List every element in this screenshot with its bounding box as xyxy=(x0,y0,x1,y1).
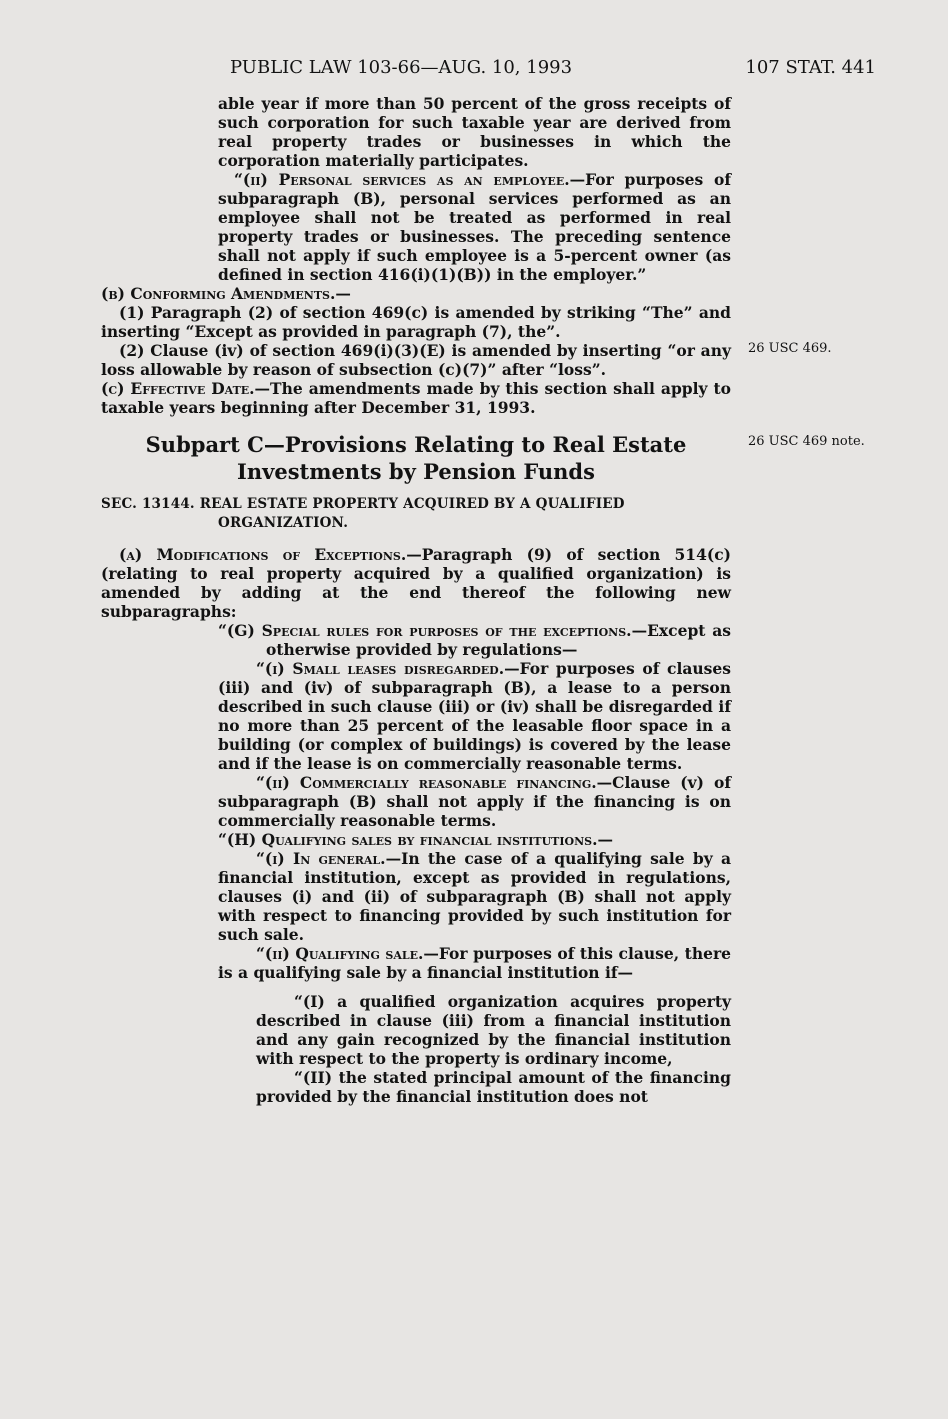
heading-special-rules: “(G) Special rules for purposes of the exceptions. xyxy=(218,621,632,640)
text-in-general: —In the case of a qualifying sale by a financial institution, except as provided in regulations, clauses (i) and (ii) of subparagraph (B) shall not apply with respect to financing provided by such institution for such sale. xyxy=(218,849,731,944)
paragraph-small-leases xyxy=(101,659,731,773)
paragraph-qualifying-sales xyxy=(101,830,731,849)
paragraph-personal-services xyxy=(101,170,731,284)
header-citation: PUBLIC LAW 103-66—AUG. 10, 1993 xyxy=(230,57,573,78)
page-header xyxy=(100,57,876,83)
heading-effective-date: (c) Effective Date. xyxy=(101,379,255,398)
heading-modifications: (a) Modifications of Exceptions. xyxy=(119,545,407,564)
text-conforming-amendments: — xyxy=(335,284,351,303)
paragraph-subclause-I: “(I) a qualified organization acquires property described in clause (iii) from a financial institution and any gain recognized by the financial institution with respect to the property is ordinary income, xyxy=(256,992,731,1068)
section-heading-line1: SEC. 13144. REAL ESTATE PROPERTY ACQUIRED BY A QUALIFIED xyxy=(101,496,625,512)
paragraph-subclause-II: “(II) the stated principal amount of the financing provided by the financial institution does not xyxy=(256,1068,731,1106)
text-qualifying-sale: —For purposes of this clause, there is a qualifying sale by a financial institution if— xyxy=(218,944,731,982)
paragraph-in-general xyxy=(101,849,731,944)
paragraph-special-rules xyxy=(101,621,731,659)
document-body xyxy=(101,94,731,1106)
text-effective-date: —The amendments made by this section shall apply to taxable years beginning after December 31, 1993. xyxy=(101,379,731,417)
subpart-title-line2: Investments by Pension Funds xyxy=(237,459,595,484)
section-heading-line2: ORGANIZATION. xyxy=(218,515,349,531)
text-qualifying-sales: — xyxy=(597,830,613,849)
text-commercial-financing: —Clause (v) of subparagraph (B) shall not apply if the financing is on commercially reasonable terms. xyxy=(218,773,731,830)
paragraph-continuation: able year if more than 50 percent of the gross receipts of such corporation for such taxable year are derived from real property trades or businesses in which the corporation materially participates. xyxy=(218,94,731,170)
heading-commercial-financing: “(ii) Commercially reasonable financing. xyxy=(256,773,597,792)
text-personal-services: —For purposes of subparagraph (B), personal services performed as an employee shall not be treated as performed in real property trades or businesses. The preceding sentence shall not apply if such employee is a 5-percent owner (as defined in section 416(i)(1)(B)) in the employer.” xyxy=(218,170,731,284)
paragraph-conforming-amendments xyxy=(101,284,731,303)
margin-note-usc469-note: 26 USC 469 note. xyxy=(748,434,865,449)
heading-small-leases: “(i) Small leases disregarded. xyxy=(256,659,505,678)
text-special-rules: —Except as otherwise provided by regulations— xyxy=(266,621,731,659)
margin-note-usc469: 26 USC 469. xyxy=(748,341,832,356)
heading-qualifying-sale: “(ii) Qualifying sale. xyxy=(256,944,424,963)
text-modifications: —Paragraph (9) of section 514(c) (relating to real property acquired by a qualified organization) is amended by adding at the end thereof the following new subparagraphs: xyxy=(101,545,731,621)
paragraph-effective-date xyxy=(101,379,731,417)
heading-qualifying-sales: “(H) Qualifying sales by financial institutions. xyxy=(218,830,598,849)
heading-in-general: “(i) In general. xyxy=(256,849,386,868)
subpart-title-line1: Subpart C—Provisions Relating to Real Estate xyxy=(145,432,687,457)
section-heading xyxy=(101,495,731,533)
heading-personal-services: “(ii) Personal services as an employee. xyxy=(234,170,570,189)
paragraph-qualifying-sale xyxy=(101,944,731,982)
subpart-title xyxy=(101,431,731,485)
paragraph-modifications xyxy=(101,545,731,621)
paragraph-commercial-financing xyxy=(101,773,731,830)
text-small-leases: —For purposes of clauses (iii) and (iv) of subparagraph (B), a lease to a person described in such clause (iii) or (iv) shall be disregarded if no more than 25 percent of the leasable floor space in a building (or complex of buildings) is covered by the lease and if the lease is on commercially reasonable terms. xyxy=(218,659,731,773)
header-stat-page: 107 STAT. 441 xyxy=(745,57,876,78)
paragraph-amendment-2: (2) Clause (iv) of section 469(i)(3)(E) is amended by inserting “or any loss allowable by reason of subsection (c)(7)” after “loss”. xyxy=(101,341,731,379)
paragraph-amendment-1: (1) Paragraph (2) of section 469(c) is amended by striking “The” and inserting “Except as provided in paragraph (7), the”. xyxy=(101,303,731,341)
heading-conforming-amendments: (b) Conforming Amendments. xyxy=(101,284,336,303)
